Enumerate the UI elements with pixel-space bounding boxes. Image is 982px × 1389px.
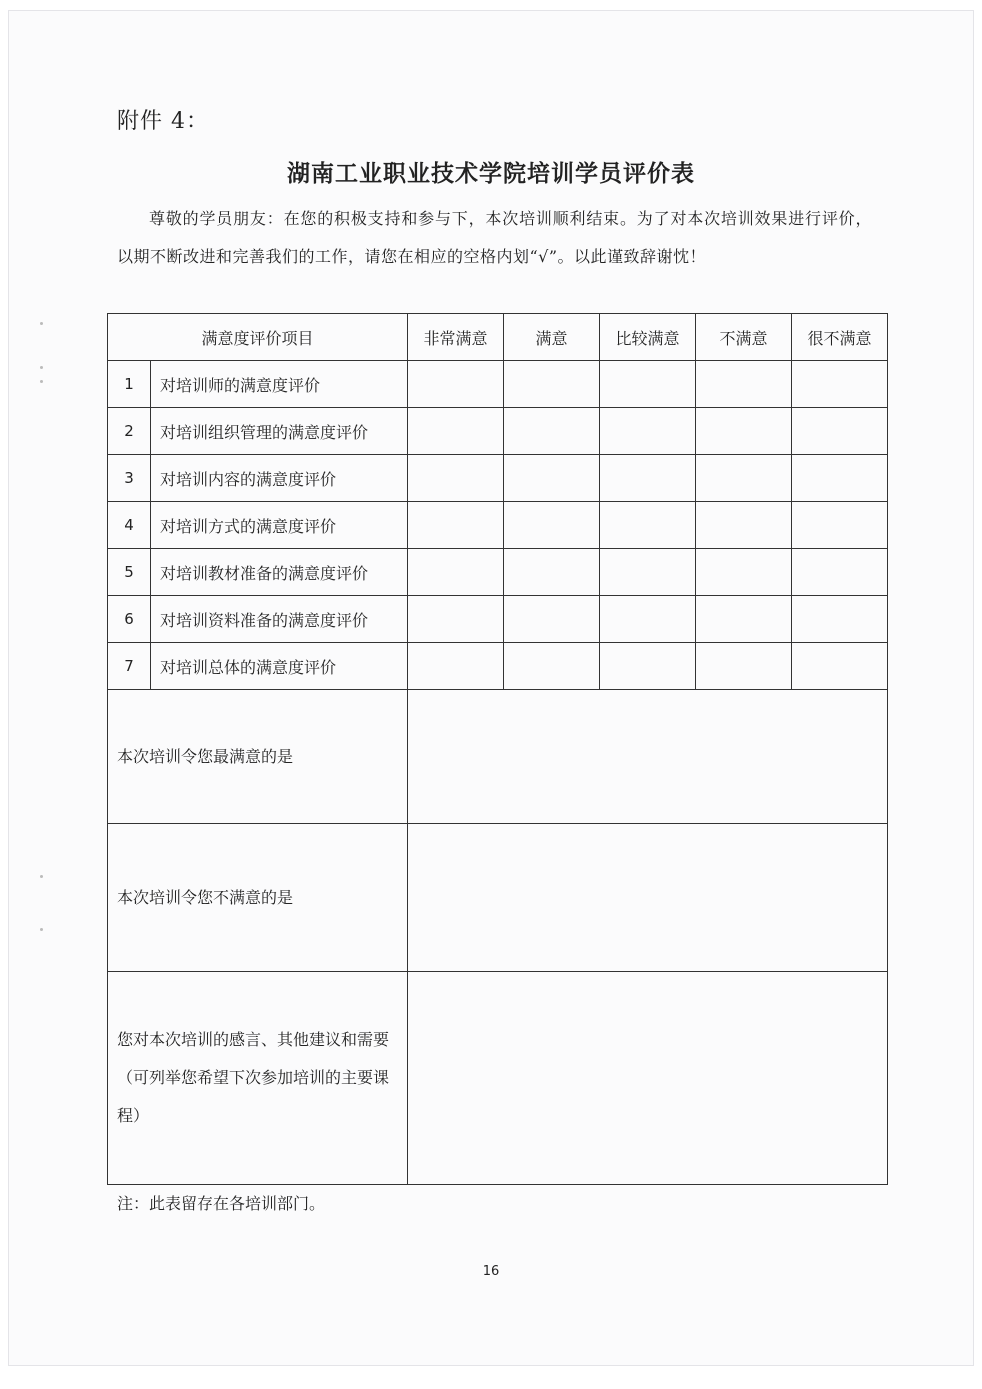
table-row	[108, 361, 888, 408]
attachment-label: 附件 4：	[117, 109, 209, 134]
rating-cell[interactable]	[792, 643, 888, 690]
table-header-row	[108, 314, 888, 361]
scan-speck	[40, 366, 43, 369]
rating-cell[interactable]	[408, 408, 504, 455]
rating-cell[interactable]	[600, 455, 696, 502]
header-item: 满意度评价项目	[108, 314, 408, 361]
open-answer-area[interactable]	[408, 824, 888, 972]
table-row	[108, 455, 888, 502]
rating-cell[interactable]	[600, 408, 696, 455]
rating-cell[interactable]	[408, 455, 504, 502]
rating-cell[interactable]	[504, 361, 600, 408]
scan-speck	[40, 380, 43, 383]
evaluation-table	[107, 313, 888, 1185]
scan-speck	[40, 322, 43, 325]
row-number: 2	[108, 408, 151, 455]
table-row	[108, 408, 888, 455]
rating-cell[interactable]	[504, 455, 600, 502]
header-very-satisfied: 非常满意	[408, 314, 504, 361]
rating-cell[interactable]	[792, 455, 888, 502]
header-dissatisfied: 不满意	[696, 314, 792, 361]
header-fairly-satisfied: 比较满意	[600, 314, 696, 361]
open-question-row	[108, 690, 888, 824]
table-row	[108, 502, 888, 549]
rating-cell[interactable]	[696, 643, 792, 690]
page-number: 16	[482, 1264, 500, 1279]
rating-cell[interactable]	[792, 502, 888, 549]
row-item: 对培训资料准备的满意度评价	[151, 596, 408, 643]
open-question-label: 本次培训令您不满意的是	[108, 824, 408, 972]
rating-cell[interactable]	[504, 643, 600, 690]
rating-cell[interactable]	[792, 596, 888, 643]
rating-cell[interactable]	[792, 361, 888, 408]
row-item: 对培训师的满意度评价	[151, 361, 408, 408]
row-item: 对培训内容的满意度评价	[151, 455, 408, 502]
open-answer-area[interactable]	[408, 690, 888, 824]
rating-cell[interactable]	[600, 361, 696, 408]
rating-cell[interactable]	[504, 596, 600, 643]
header-satisfied: 满意	[504, 314, 600, 361]
row-item: 对培训教材准备的满意度评价	[151, 549, 408, 596]
rating-cell[interactable]	[408, 361, 504, 408]
row-number: 4	[108, 502, 151, 549]
rating-cell[interactable]	[408, 502, 504, 549]
row-number: 5	[108, 549, 151, 596]
row-number: 1	[108, 361, 151, 408]
table-row	[108, 549, 888, 596]
header-very-dissatisfied: 很不满意	[792, 314, 888, 361]
row-item: 对培训总体的满意度评价	[151, 643, 408, 690]
open-question-row	[108, 972, 888, 1185]
rating-cell[interactable]	[792, 408, 888, 455]
scan-speck	[40, 928, 43, 931]
open-question-row	[108, 824, 888, 972]
rating-cell[interactable]	[504, 549, 600, 596]
rating-cell[interactable]	[408, 643, 504, 690]
row-number: 7	[108, 643, 151, 690]
rating-cell[interactable]	[696, 408, 792, 455]
rating-cell[interactable]	[696, 549, 792, 596]
row-number: 3	[108, 455, 151, 502]
rating-cell[interactable]	[408, 549, 504, 596]
rating-cell[interactable]	[600, 502, 696, 549]
open-question-label: 本次培训令您最满意的是	[108, 690, 408, 824]
footnote: 注：此表留存在各培训部门。	[117, 1194, 326, 1213]
open-question-label: 您对本次培训的感言、其他建议和需要（可列举您希望下次参加培训的主要课程）	[108, 972, 408, 1185]
intro-paragraph: 尊敬的学员朋友：在您的积极支持和参与下，本次培训顺利结束。为了对本次培训效果进行评价，以期不断改进和完善我们的工作，请您在相应的空格内划“√”。以此谨致辞谢忱！	[117, 209, 872, 266]
table-row	[108, 643, 888, 690]
scan-speck	[40, 875, 43, 878]
row-item: 对培训方式的满意度评价	[151, 502, 408, 549]
rating-cell[interactable]	[696, 502, 792, 549]
row-item: 对培训组织管理的满意度评价	[151, 408, 408, 455]
rating-cell[interactable]	[600, 643, 696, 690]
rating-cell[interactable]	[696, 596, 792, 643]
rating-cell[interactable]	[408, 596, 504, 643]
rating-cell[interactable]	[504, 408, 600, 455]
rating-cell[interactable]	[696, 455, 792, 502]
rating-cell[interactable]	[504, 502, 600, 549]
row-number: 6	[108, 596, 151, 643]
open-answer-area[interactable]	[408, 972, 888, 1185]
form-title: 湖南工业职业技术学院培训学员评价表	[287, 160, 695, 187]
rating-cell[interactable]	[792, 549, 888, 596]
rating-cell[interactable]	[600, 549, 696, 596]
rating-cell[interactable]	[696, 361, 792, 408]
table-row	[108, 596, 888, 643]
rating-cell[interactable]	[600, 596, 696, 643]
